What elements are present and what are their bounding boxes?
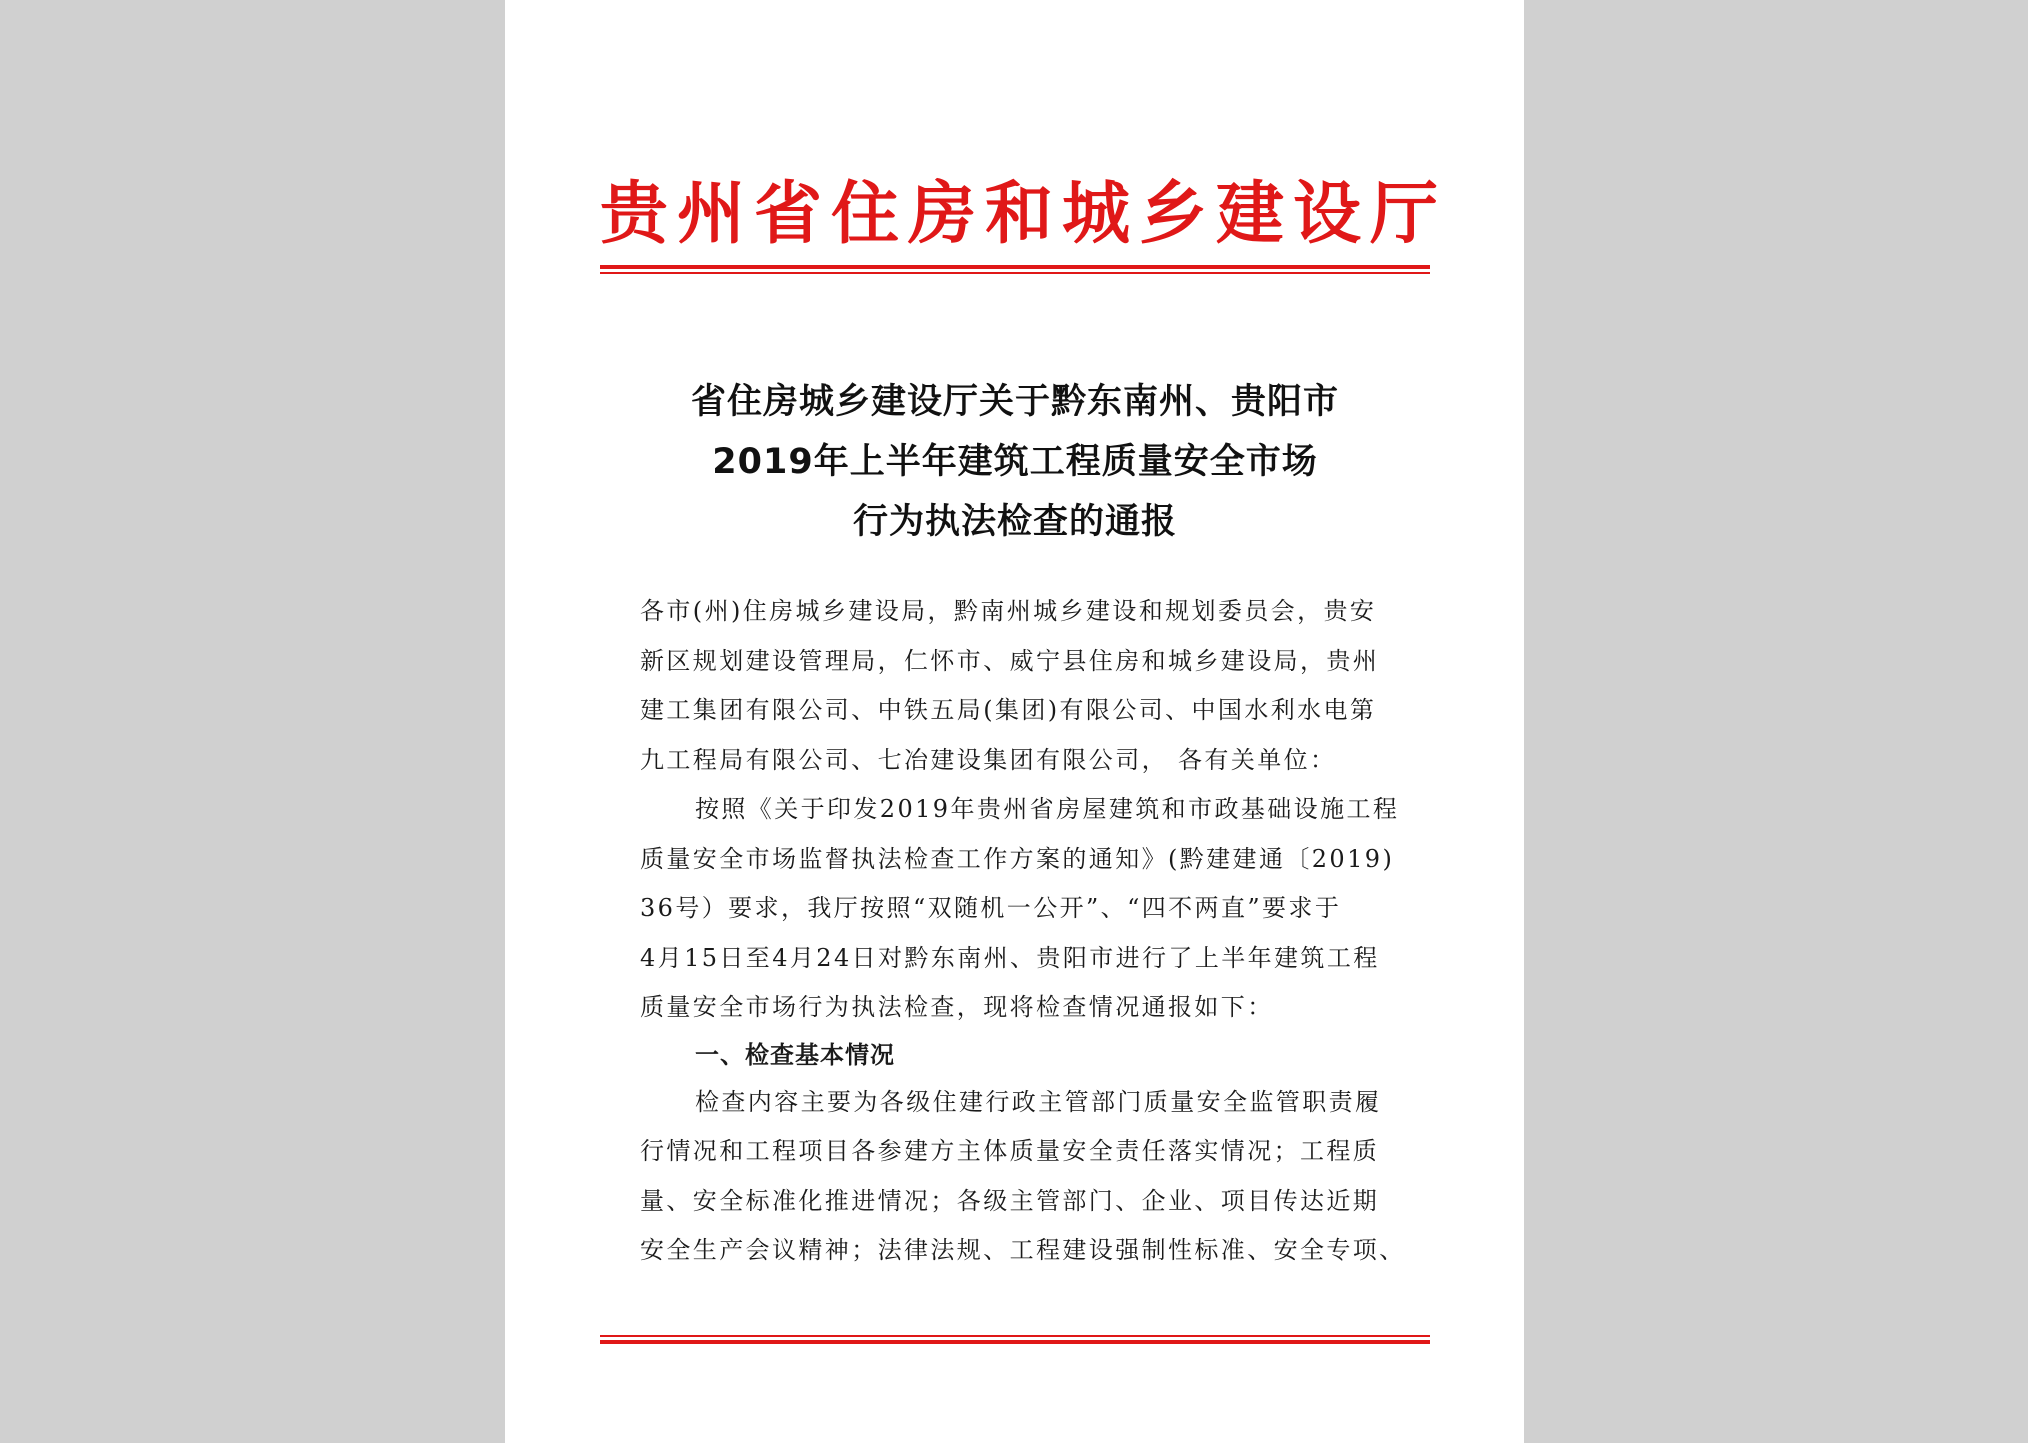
paragraph-line: 安全生产会议精神；法律法规、工程建设强制性标准、安全专项、: [640, 1236, 1406, 1264]
divider-thick-line: [600, 1340, 1430, 1344]
title-line: 行为执法检查的通报: [852, 502, 1177, 542]
organization-letterhead: 贵州省住房和城乡建设厅: [600, 175, 1448, 254]
letterhead-divider: [600, 265, 1430, 274]
document-title: [600, 372, 1430, 552]
footer-divider: [600, 1335, 1430, 1344]
paragraph-line: 按照《关于印发2019年贵州省房屋建筑和市政基础设施工程: [695, 795, 1400, 823]
section-heading: 一、检查基本情况: [695, 1040, 895, 1069]
paragraph-line: 质量安全市场行为执法检查，现将检查情况通报如下：: [640, 993, 1274, 1021]
paragraph-line: 4月15日至4月24日对黔东南州、贵阳市进行了上半年建筑工程: [640, 943, 1380, 972]
divider-thin-line: [600, 272, 1430, 274]
paragraph-line: 行情况和工程项目各参建方主体质量安全责任落实情况；工程质: [640, 1137, 1380, 1165]
addressee-line: 各市(州)住房城乡建设局，黔南州城乡建设和规划委员会，贵安: [640, 597, 1377, 625]
paragraph-line: 36号）要求，我厅按照“双随机一公开”、“四不两直”要求于: [640, 894, 1342, 922]
document-page: [505, 0, 1524, 1443]
addressee-line: 建工集团有限公司、中铁五局(集团)有限公司、中国水利水电第: [640, 696, 1377, 724]
title-line: 省住房城乡建设厅关于黔东南州、贵阳市: [690, 382, 1339, 422]
divider-thin-line: [600, 1335, 1430, 1337]
document-body: [640, 587, 1410, 1276]
title-line: 2019年上半年建筑工程质量安全市场: [712, 442, 1318, 482]
paragraph-line: 检查内容主要为各级住建行政主管部门质量安全监管职责履: [695, 1087, 1382, 1116]
paragraph-line: 质量安全市场监督执法检查工作方案的通知》(黔建建通〔2019): [640, 844, 1395, 873]
addressee-line: 九工程局有限公司、七冶建设集团有限公司， 各有关单位：: [640, 745, 1337, 774]
divider-thick-line: [600, 265, 1430, 269]
paragraph-line: 量、安全标准化推进情况；各级主管部门、企业、项目传达近期: [640, 1186, 1380, 1215]
addressee-line: 新区规划建设管理局，仁怀市、威宁县住房和城乡建设局，贵州: [640, 646, 1380, 675]
